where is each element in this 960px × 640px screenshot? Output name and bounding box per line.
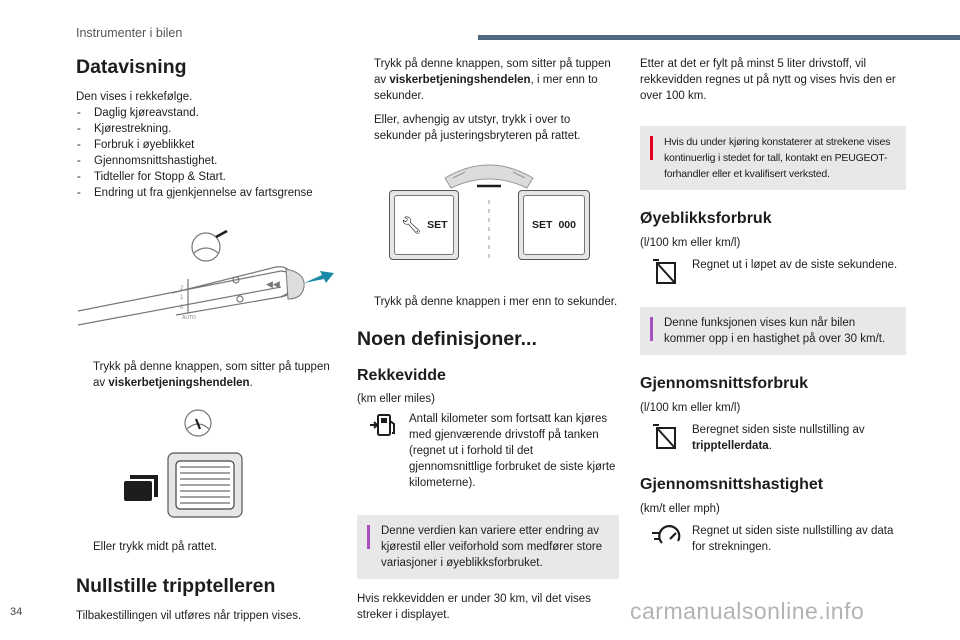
section-header: Instrumenter i bilen: [76, 26, 183, 40]
info-marker: [367, 525, 370, 549]
definisjoner-title: Noen definisjoner...: [357, 328, 537, 350]
oyeblikksforbruk-desc: Regnet ut i løpet av de siste sekundene.: [692, 259, 898, 271]
col1-step2: Eller trykk midt på rattet.: [93, 541, 217, 553]
gjennomsnittsforbruk-unit: (l/100 km eller km/l): [640, 402, 741, 414]
display-order-list: [76, 105, 336, 201]
header-rule: [478, 35, 960, 40]
info-marker: [650, 317, 653, 341]
warning-marker: [650, 136, 653, 160]
oyeblikksforbruk-title: Øyeblikksforbruk: [640, 210, 772, 227]
rekkevidde-unit: (km eller miles): [357, 393, 435, 405]
datavisning-title: Datavisning: [76, 56, 187, 78]
list-item: - Tidteller for Stopp & Start.: [76, 169, 336, 185]
list-item: - Daglig kjøreavstand.: [76, 105, 336, 121]
oyeblikksforbruk-info-box: Denne funksjonen vises kun når bilen kommer opp i en hastighet på over 30 km/t.: [640, 307, 906, 355]
rekkevidde-desc: Antall kilometer som fortsatt kan kjøres med gjenværende drivstoff på tanken (regnet ut i forhold til det gjennomsnittlige forbruket de siste kjørte kilometerne).: [409, 413, 616, 489]
set-label: SET: [427, 219, 448, 231]
rekkevidde-title: Rekkevidde: [357, 367, 446, 384]
oyeblikksforbruk-unit: (l/100 km eller km/l): [640, 237, 741, 249]
watermark: carmanualsonline.info: [630, 598, 865, 624]
column-3: [640, 56, 906, 555]
rekkevidde-info-box: Denne verdien kan variere etter endring av kjørestil eller veiforhold som medfører store variasjoner i øyeblikksforbruket.: [357, 515, 619, 579]
column-2: [357, 56, 619, 623]
warning-box: Hvis du under kjøring konstaterer at strekene vises kontinuerlig i stedet for tall, kontakt en PEUGEOT-forhandler eller et kvalifisert verksted.: [640, 126, 906, 190]
svg-text:◀◀: ◀◀: [266, 279, 280, 289]
fuel-consumption-icon: [651, 257, 681, 287]
gjennomsnittshastighet-row: [640, 523, 906, 555]
set-value: 000: [558, 219, 576, 231]
set-label: SET: [532, 219, 553, 231]
col2-step2: Eller, avhengig av utstyr, trykk i over to sekunder på justeringsbryteren på rattet.: [374, 114, 581, 142]
set-button-counter: [518, 190, 590, 260]
list-item: - Forbruk i øyeblikket: [76, 137, 336, 153]
col1-step1: Trykk på denne knappen, som sitter på tuppen av viskerbetjeningshendelen.: [93, 361, 330, 389]
rekkevidde-row: [357, 411, 619, 491]
list-item: - Endring ut fra gjenkjennelse av fartsgrense: [76, 185, 336, 201]
instrument-panel-illustration: [357, 156, 619, 276]
rekkevidde-bottom: Hvis rekkevidden er under 30 km, vil det vises streker i displayet.: [357, 593, 591, 621]
gjennomsnittsforbruk-desc: Beregnet siden siste nullstilling av tripptellerdata.: [692, 424, 865, 452]
set-button-wrench: [389, 190, 459, 260]
col2-step1: Trykk på denne knappen, som sitter på tuppen av viskerbetjeningshendelen, i mer enn to sekunder.: [374, 58, 611, 102]
speedometer-icon: [650, 523, 682, 549]
col2-step3: Trykk på denne knappen i mer enn to sekunder.: [374, 296, 618, 308]
gjennomsnittsforbruk-title: Gjennomsnittsforbruk: [640, 375, 809, 392]
gjennomsnittsforbruk-row: [640, 422, 906, 454]
list-item: - Gjennomsnittshastighet.: [76, 153, 336, 169]
nullstille-title: Nullstille tripptelleren: [76, 575, 276, 597]
col3-intro: Etter at det er fylt på minst 5 liter drivstoff, vil rekkevidden regnes ut på nytt og vises hvis den er over 100 km.: [640, 58, 896, 102]
fuel-pump-icon: [368, 411, 398, 439]
svg-text:0: 0: [180, 305, 184, 311]
page-number: 34: [10, 606, 23, 618]
wiper-stalk-illustration: [76, 213, 336, 345]
column-1: [76, 52, 336, 624]
oyeblikksforbruk-row: [640, 257, 906, 287]
reset-text: Tilbakestillingen vil utføres når trippen vises.: [76, 610, 302, 622]
gjennomsnittshastighet-desc: Regnet ut siden siste nullstilling av data for strekningen.: [692, 525, 894, 553]
average-consumption-icon: [651, 422, 681, 452]
wrench-icon: 🔧︎: [400, 215, 423, 235]
gjennomsnittshastighet-title: Gjennomsnittshastighet: [640, 476, 824, 493]
steering-wheel-button-illustration: [76, 401, 336, 525]
gjennomsnittshastighet-unit: (km/t eller mph): [640, 503, 720, 515]
list-item: - Kjørestrekning.: [76, 121, 336, 137]
datavisning-intro: Den vises i rekkefølge.: [76, 91, 193, 103]
svg-text:2: 2: [180, 286, 184, 292]
svg-text:AUTO: AUTO: [182, 315, 196, 321]
svg-text:1: 1: [180, 295, 184, 301]
